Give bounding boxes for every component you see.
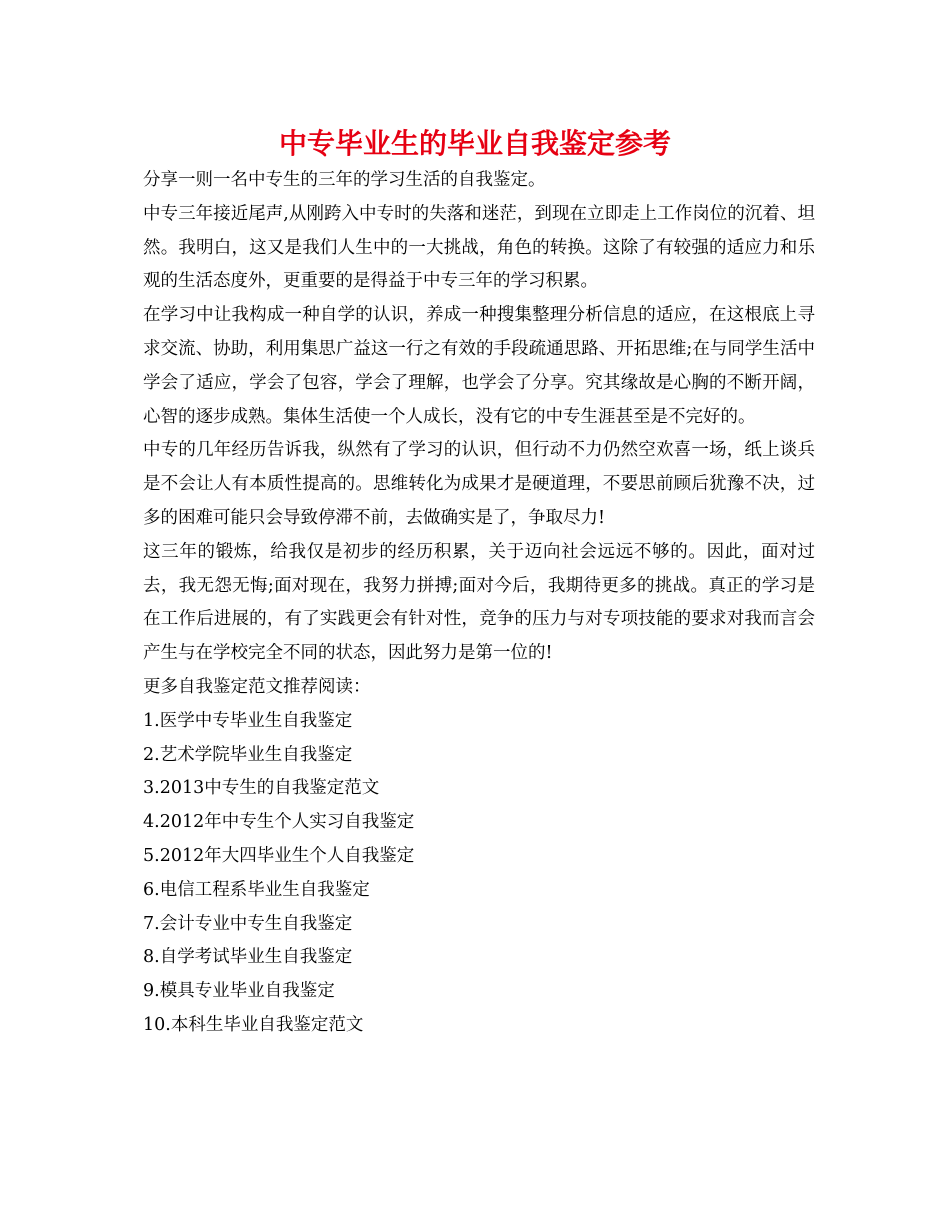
document-body: [143, 164, 815, 1043]
recommended-link[interactable]: 7.会计专业中专生自我鉴定: [143, 913, 353, 934]
intro-paragraph: 分享一则一名中专生的三年的学习生活的自我鉴定。: [143, 170, 546, 190]
body-paragraph: 在学习中让我构成一种自学的认识，养成一种搜集整理分析信息的适应，在这根底上寻求交流、协助，利用集思广益这一行之有效的手段疏通思路、开拓思维;在与同学生活中学会了适应，学会了包容，学会了理解，也学会了分享。究其缘故是心胸的不断开阔，心智的逐步成熟。集体生活使一个人成长，没有它的中专生涯甚至是不完好的。: [143, 305, 815, 427]
recommended-link[interactable]: 4.2012年中专生个人实习自我鉴定: [143, 812, 415, 833]
recommended-link[interactable]: 2.艺术学院毕业生自我鉴定: [143, 744, 353, 765]
body-paragraph: 这三年的锻炼，给我仅是初步的经历积累，关于迈向社会远远不够的。因此，面对过去，我无怨无悔;面对现在，我努力拼搏;面对今后，我期待更多的挑战。真正的学习是在工作后进展的，有了实践更会有针对性，竞争的压力与对专项技能的要求对我而言会产生与在学校完全不同的状态，因此努力是第一位的!: [143, 541, 815, 664]
recommended-link[interactable]: 10.本科生毕业自我鉴定范文: [143, 1014, 364, 1035]
more-reading-heading: 更多自我鉴定范文推荐阅读：: [143, 676, 371, 697]
recommended-link[interactable]: 8.自学考试毕业生自我鉴定: [143, 947, 353, 968]
recommended-link[interactable]: 9.模具专业毕业自我鉴定: [143, 981, 335, 1002]
body-paragraph: 中专的几年经历告诉我，纵然有了学习的认识，但行动不力仍然空欢喜一场，纸上谈兵是不会让人有本质性提高的。思维转化为成果才是硬道理，不要思前顾后犹豫不决，过多的困难可能只会导致停滞不前，去做确实是了，争取尽力!: [143, 440, 815, 528]
recommended-link[interactable]: 5.2012年大四毕业生个人自我鉴定: [143, 845, 415, 866]
document-title: 中专毕业生的毕业自我鉴定参考: [278, 127, 671, 160]
recommended-list: [143, 705, 815, 1043]
recommended-link[interactable]: 3.2013中专生的自我鉴定范文: [143, 778, 380, 799]
recommended-link[interactable]: 1.医学中专毕业生自我鉴定: [143, 710, 353, 731]
recommended-link[interactable]: 6.电信工程系毕业生自我鉴定: [143, 879, 370, 900]
body-paragraph: 中专三年接近尾声,从刚跨入中专时的失落和迷茫，到现在立即走上工作岗位的沉着、坦然。我明白，这又是我们人生中的一大挑战，角色的转换。这除了有较强的适应力和乐观的生活态度外，更重要的是得益于中专三年的学习积累。: [143, 203, 815, 292]
